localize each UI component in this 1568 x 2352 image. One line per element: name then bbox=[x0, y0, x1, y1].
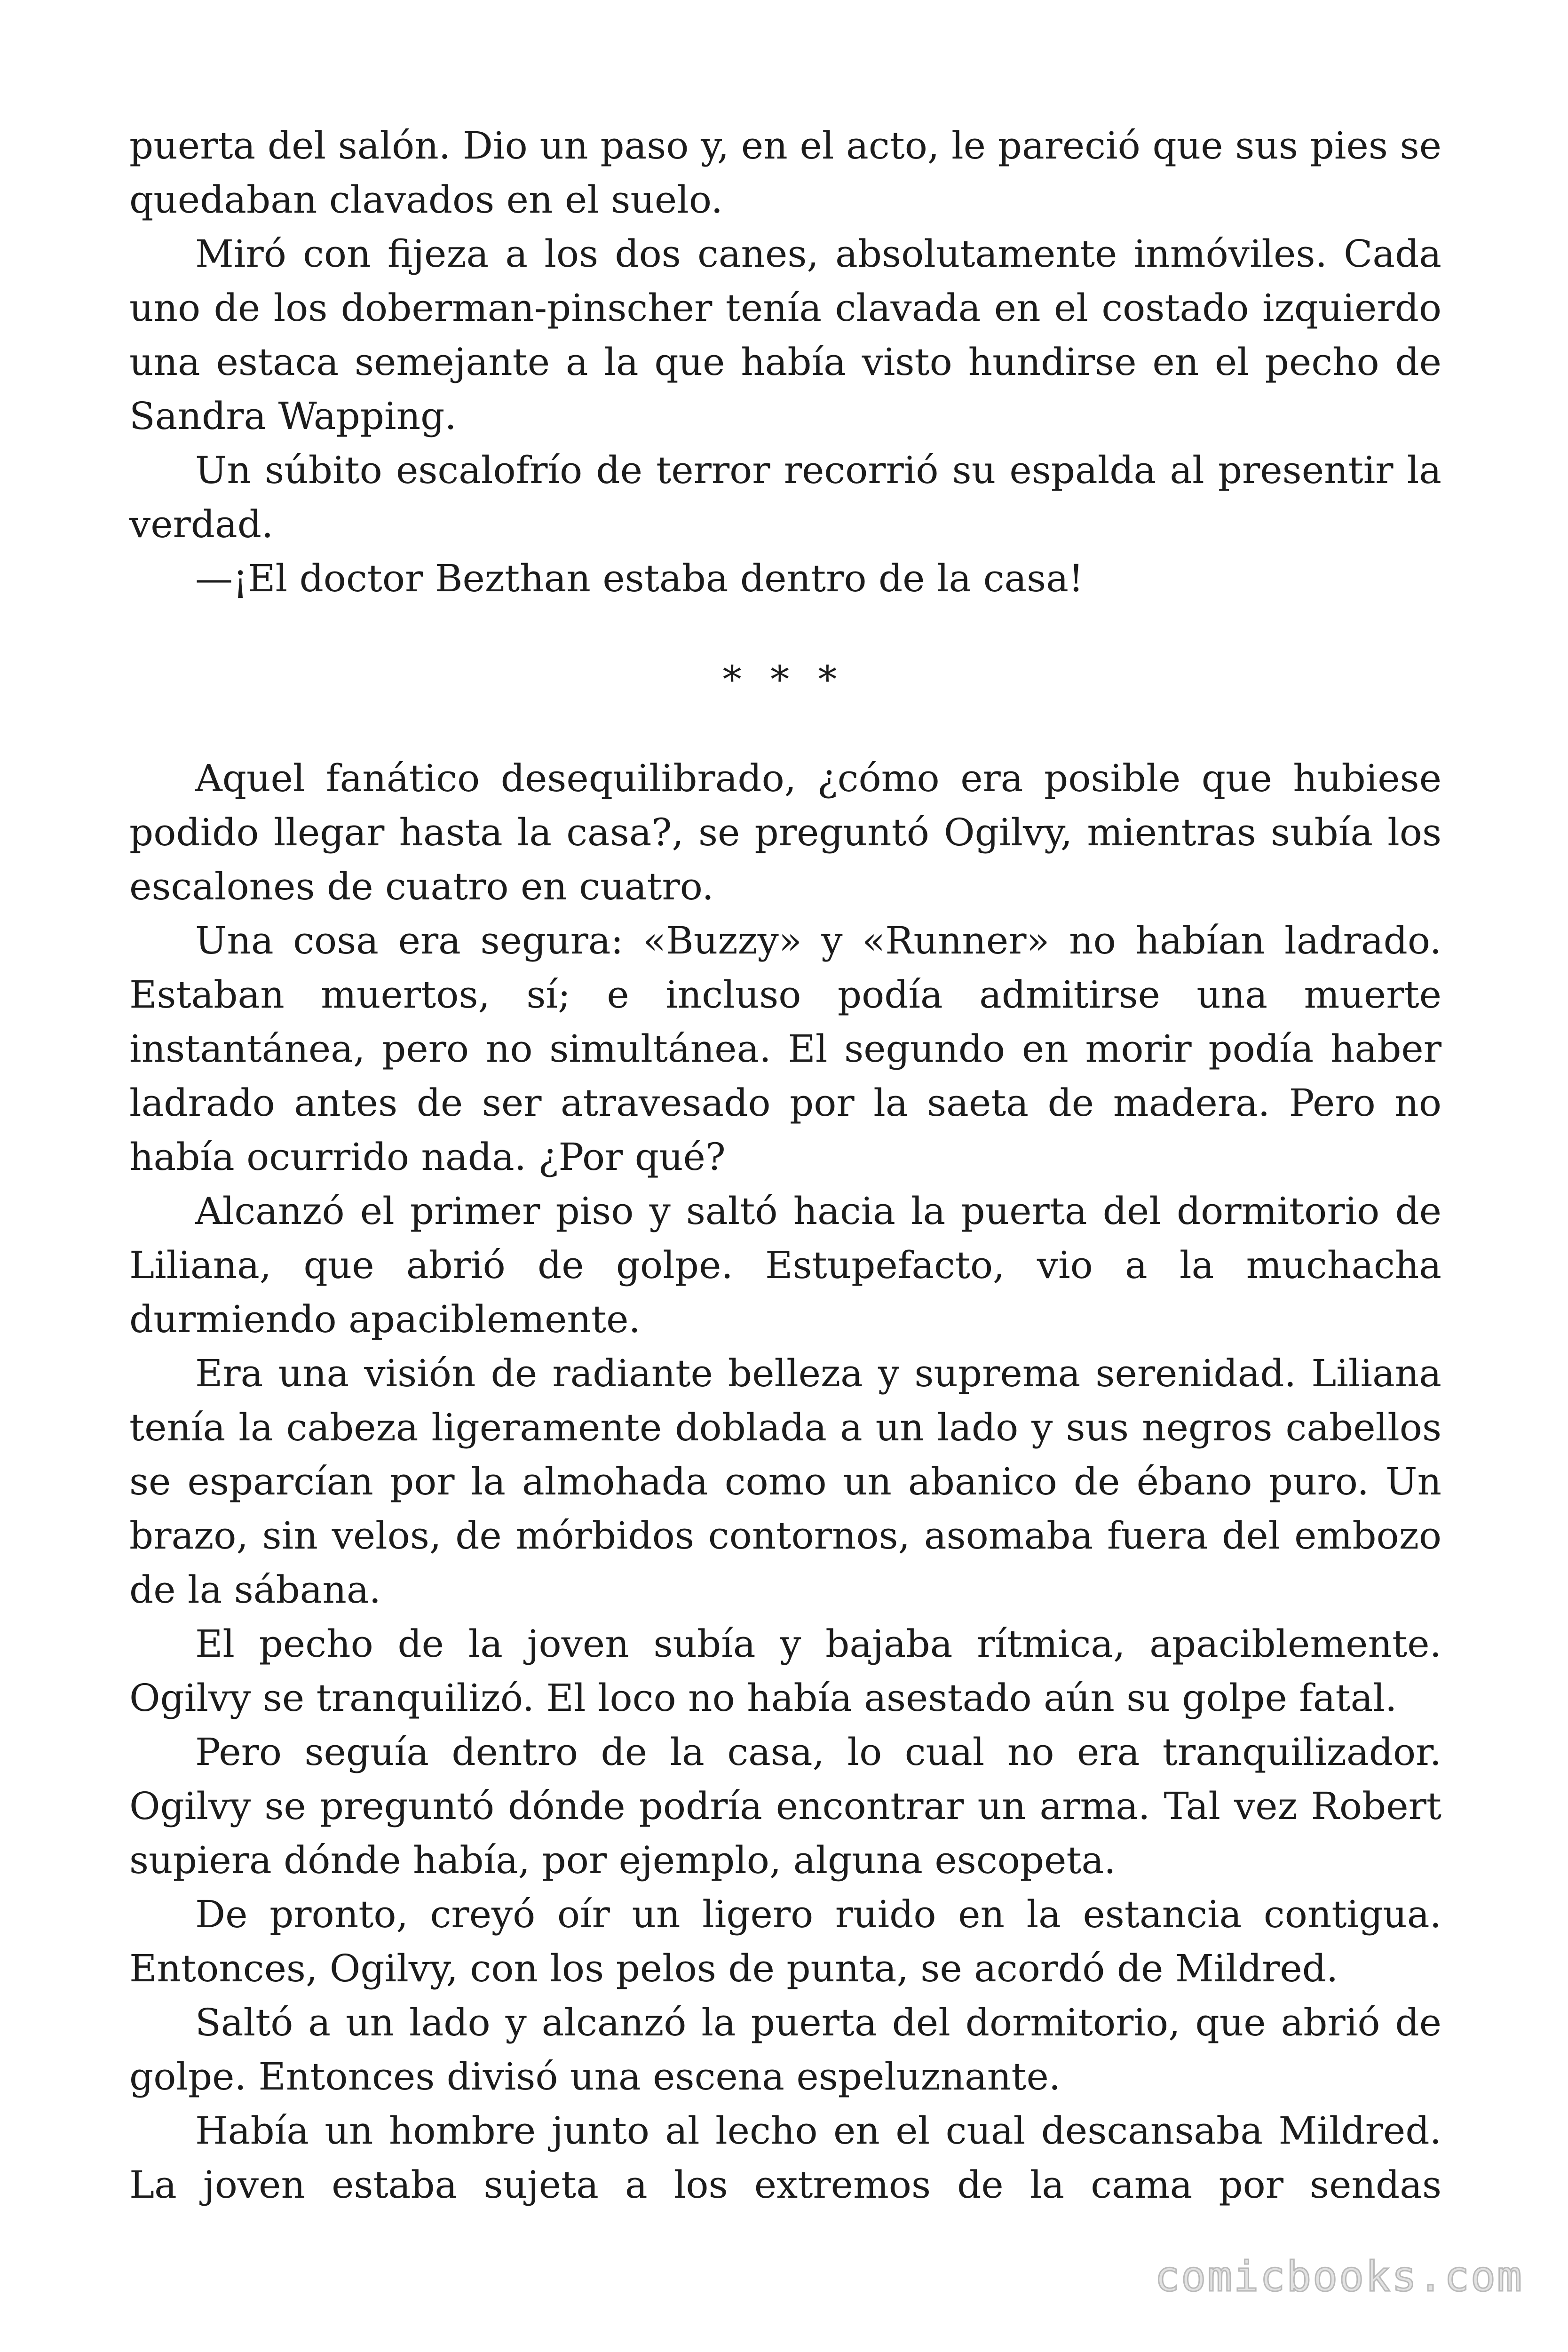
paragraph: Pero seguía dentro de la casa, lo cual no era tranquilizador. Ogilvy se preguntó dónde podría encontrar un arma. Tal vez Robert supiera dónde había, por ejemplo, alguna escopeta. bbox=[129, 1730, 1441, 1882]
paragraph: Un súbito escalofrío de terror recorrió su espalda al presentir la verdad. bbox=[129, 448, 1441, 546]
paragraph: El pecho de la joven subía y bajaba rítmica, apaciblemente. Ogilvy se tranquilizó. El loco no había asestado aún su golpe fatal. bbox=[129, 1622, 1441, 1720]
paragraph-dialogue: —¡El doctor Bezthan estaba dentro de la casa! bbox=[195, 556, 1084, 600]
top-text-section bbox=[129, 119, 1441, 605]
paragraph: De pronto, creyó oír un ligero ruido en la estancia contigua. Entonces, Ogilvy, con los pelos de punta, se acordó de Mildred. bbox=[129, 1892, 1441, 1990]
paragraph: Saltó a un lado y alcanzó la puerta del dormitorio, que abrió de golpe. Entonces divisó una escena espeluznante. bbox=[129, 2001, 1441, 2098]
paragraph: Una cosa era segura: «Buzzy» y «Runner» no habían ladrado. Estaban muertos, sí; e incluso podía admitirse una muerte instantánea, pero no simultánea. El segundo en morir podía haber ladrado antes de ser atravesado por la saeta de madera. Pero no había ocurrido nada. ¿Por qué? bbox=[129, 919, 1441, 1179]
paragraph: Alcanzó el primer piso y saltó hacia la puerta del dormitorio de Liliana, que abrió de golpe. Estupefacto, vio a la muchacha durmiendo apaciblemente. bbox=[129, 1189, 1441, 1341]
paragraph: Miró con fijeza a los dos canes, absolutamente inmóviles. Cada uno de los doberman-pinscher tenía clavada en el costado izquierdo una estaca semejante a la que había visto hundirse en el pecho de Sandra Wapping. bbox=[129, 232, 1441, 438]
bottom-text-section bbox=[129, 751, 1441, 2212]
paragraph: Era una visión de radiante belleza y suprema serenidad. Liliana tenía la cabeza ligeramente doblada a un lado y sus negros cabellos se esparcían por la almohada como un abanico de ébano puro. Un brazo, sin velos, de mórbidos contornos, asomaba fuera del embozo de la sábana. bbox=[129, 1351, 1441, 1612]
paragraph-continuation: puerta del salón. Dio un paso y, en el acto, le pareció que sus pies se quedaban clavados en el suelo. bbox=[129, 124, 1441, 222]
watermark: comicbooks.com bbox=[1155, 2252, 1523, 2301]
section-separator: * * * bbox=[722, 658, 846, 701]
paragraph: Había un hombre junto al lecho en el cual descansaba Mildred. La joven estaba sujeta a los extremos de la cama por sendas bbox=[129, 2109, 1441, 2207]
paragraph: Aquel fanático desequilibrado, ¿cómo era posible que hubiese podido llegar hasta la casa?, se preguntó Ogilvy, mientras subía los escalones de cuatro en cuatro. bbox=[129, 756, 1441, 908]
